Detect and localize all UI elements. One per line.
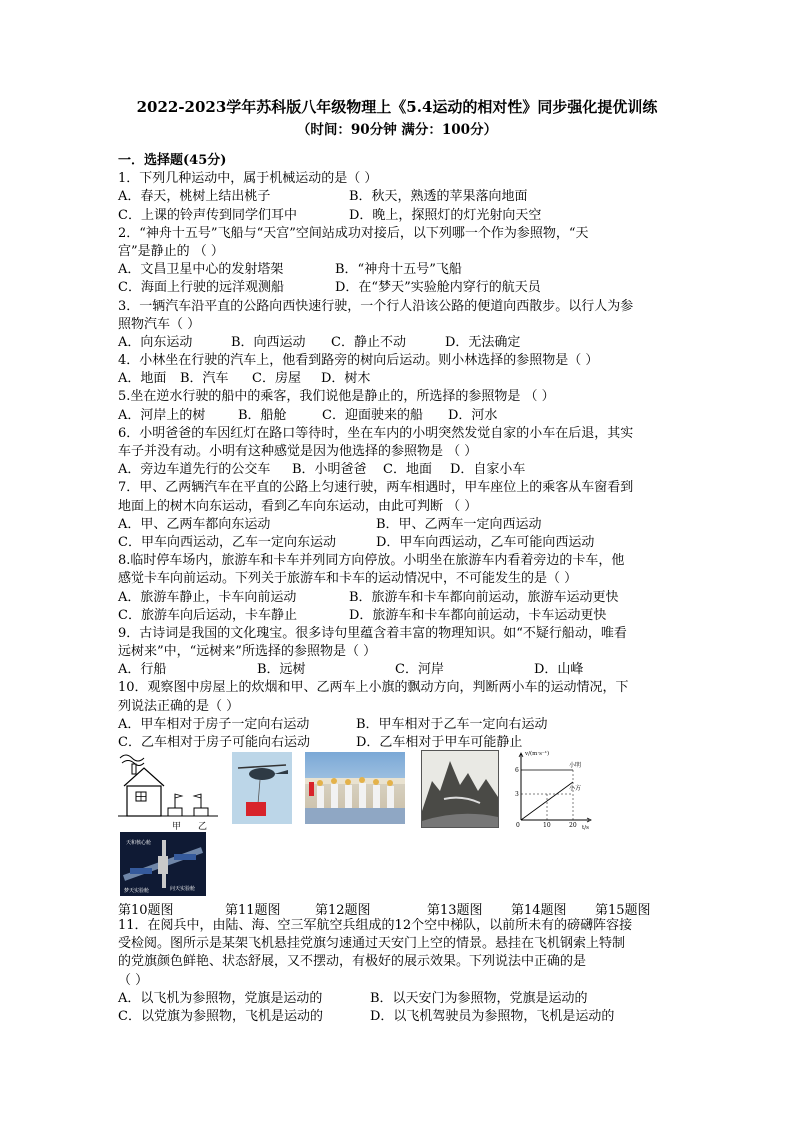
q7-stem-line1: 7．甲、乙两辆汽车在平直的公路上匀速行驶，两车相遇时，甲车座位上的乘客从车窗看到: [118, 480, 634, 496]
q10-option-b: B．甲车相对于乙车一定向右运动: [356, 716, 548, 732]
q5-options: [118, 407, 678, 425]
mountain-icon: [422, 751, 498, 827]
q2-option-a: A．文昌卫星中心的发射塔架: [118, 262, 284, 278]
q6-option-a: A．旁边车道先行的公交车: [118, 462, 271, 478]
caption-fig15: 第15题图: [595, 903, 651, 918]
figure-captions: [118, 899, 678, 917]
q2-options-row1: [118, 261, 678, 279]
space-station-photo: [120, 832, 206, 896]
q11-stem-line2: 受检阅。图所示是某架飞机悬挂党旗匀速通过天安门上空的情景。悬挂在飞机钢索上特制: [118, 936, 626, 952]
q7-options-row1: [118, 516, 678, 534]
q1-option-c: C．上课的铃声传到同学们耳中: [118, 207, 297, 223]
velocity-time-graph: [511, 748, 593, 830]
station-label-wentian: 问天实验舱: [170, 886, 196, 892]
q6-option-c: C．地面: [383, 462, 432, 478]
q8-option-d: D．旅游车和卡车都向前运动，卡车运动更快: [349, 607, 607, 623]
q10-option-a: A．甲车相对于房子一定向右运动: [118, 716, 310, 732]
q2-stem-line2: 宫”是静止的 （ ）: [118, 243, 224, 259]
car-jia-label: 甲: [172, 822, 182, 832]
q2-option-b: B．“神舟十五号”飞船: [335, 262, 462, 278]
graph-xlabel: t/s: [582, 825, 589, 830]
q7-option-b: B．甲、乙两车一定向西运动: [376, 516, 542, 532]
caption-fig13: 第13题图: [427, 903, 483, 918]
station-label-mengtian: 梦天实验舱: [124, 888, 150, 894]
q3-options: [118, 334, 678, 352]
graph-tick-y6: 6: [515, 767, 519, 774]
graph-tick-x0: 0: [516, 822, 520, 829]
q3-option-c: C．静止不动: [331, 334, 406, 350]
questions-part-2: [118, 917, 678, 1026]
q7-stem-line2: 地面上的树木向东运动，看到乙车向东运动，由此可判断 （ ）: [118, 498, 478, 514]
q4-option-a: A．地面: [118, 371, 167, 387]
q9-option-a: A．行船: [118, 662, 167, 678]
q3-option-d: D．无法确定: [445, 334, 521, 350]
q2-stem-line1: 2．“神舟十五号”飞船与“天宫”空间站成功对接后，以下列哪一个作为参照物，“天: [118, 225, 589, 241]
q11-option-d: D．以飞机驾驶员为参照物，飞机是运动的: [370, 1008, 615, 1024]
q5-option-a: A．河岸上的树: [118, 407, 206, 423]
q11-stem-line1: 11．在阅兵中，由陆、海、空三军航空兵组成的12个空中梯队，以前所未有的磅礴阵容接: [118, 918, 633, 933]
house-and-cars-figure: [118, 750, 218, 832]
q7-options-row2: [118, 534, 678, 552]
q9-stem-line1: 9．古诗词是我国的文化瑰宝。很多诗句里蕴含着丰富的物理知识。如“不疑行船动，唯看: [118, 625, 627, 641]
caption-fig12: 第12题图: [315, 903, 371, 918]
q9-stem-line2: 远树来”中，“远树来”所选择的参照物是（ ）: [118, 644, 377, 660]
q6-option-b: B．小明爸爸: [292, 462, 367, 478]
graph-ylabel: v/(m·s⁻¹): [525, 751, 550, 757]
document-subtitle: （时间：90分钟 满分：100分）: [296, 122, 498, 138]
crowd-icon: [305, 752, 405, 824]
q4-option-c: C．房屋: [252, 371, 301, 387]
figures-area: [118, 748, 678, 918]
q1-option-a: A．春天，桃树上结出桃子: [118, 189, 271, 205]
q8-stem-line1: 8.临时停车场内，旅游车和卡车并列同方向停放。小明坐在旅游车内看着旁边的卡车，他: [118, 553, 625, 569]
q8-option-a: A．旅游车静止，卡车向前运动: [118, 589, 297, 605]
q10-option-c: C．乙车相对于房子可能向右运动: [118, 735, 310, 750]
q3-stem-line2: 照物汽车（ ）: [118, 316, 201, 332]
caption-fig11: 第11题图: [225, 903, 281, 918]
graph-tick-y3: 3: [515, 791, 519, 798]
q4-option-d: D．树木: [321, 371, 371, 387]
q7-option-d: D．甲车向西运动，乙车可能向西运动: [376, 534, 595, 550]
parade-crowd-photo: [305, 752, 405, 824]
q11-option-c: C．以党旗为参照物，飞机是运动的: [118, 1008, 323, 1024]
q11-stem-line4: （ ）: [118, 972, 149, 988]
q2-option-d: D．在“梦天”实验舱内穿行的航天员: [335, 280, 541, 296]
q1-options-row2: [118, 207, 678, 225]
q10-stem-line1: 10．观察图中房屋上的炊烟和甲、乙两车上小旗的飘动方向，判断两小车的运动情况，下: [118, 680, 629, 696]
car-yi-label: 乙: [198, 822, 208, 832]
q9-option-c: C．河岸: [395, 662, 444, 678]
q1-option-d: D．晚上，探照灯的灯光射向天空: [349, 207, 542, 223]
q11-stem-line3: 的党旗颜色鲜艳、状态舒展，又不摆动，有极好的展示效果。下列说法中正确的是: [118, 954, 587, 970]
q11-options-row2: [118, 1008, 678, 1026]
q8-stem-line2: 感觉卡车向前运动。下列关于旅游车和卡车的运动情况中，不可能发生的是（ ）: [118, 571, 578, 587]
station-label-tianhe: 天和核心舱: [126, 840, 152, 846]
q3-stem-line1: 3．一辆汽车沿平直的公路向西快速行驶，一个行人沿该公路的便道向西散步。以行人为参: [118, 298, 634, 314]
q6-stem-line1: 6．小明爸爸的车因红灯在路口等待时，坐在车内的小明突然发觉自家的小车在后退，其实: [118, 425, 634, 441]
questions-part-1: [118, 152, 678, 752]
q7-option-c: C．甲车向西运动，乙车一定向东运动: [118, 534, 336, 550]
caption-fig10: 第10题图: [118, 903, 174, 918]
q1-option-b: B．秋天，熟透的苹果落向地面: [349, 189, 528, 205]
q3-option-a: A．向东运动: [118, 334, 193, 350]
document-title: 2022-2023学年苏科版八年级物理上《5.4运动的相对性》同步强化提优训练: [136, 98, 658, 116]
q11-option-a: A．以飞机为参照物，党旗是运动的: [118, 990, 323, 1006]
q7-option-a: A．甲、乙两车都向东运动: [118, 516, 271, 532]
q2-option-c: C．海面上行驶的远洋观测船: [118, 280, 284, 296]
q11-option-b: B．以天安门为参照物，党旗是运动的: [370, 990, 588, 1006]
q2-options-row2: [118, 279, 678, 297]
caption-fig14: 第14题图: [511, 903, 567, 918]
graph-series-xiaofang: 小方: [569, 785, 582, 792]
q11-options-row1: [118, 990, 678, 1008]
q5-stem: 5.坐在逆水行驶的船中的乘客，我们说他是静止的，所选择的参照物是 （ ）: [118, 389, 555, 405]
q6-options: [118, 461, 678, 479]
q8-option-b: B．旅游车和卡车都向前运动，旅游车运动更快: [349, 589, 619, 605]
q5-option-d: D．河水: [448, 407, 498, 423]
graph-tick-x20: 20: [569, 822, 577, 829]
q9-option-d: D．山峰: [534, 662, 584, 678]
landscape-painting: [421, 750, 499, 828]
q5-option-b: B．船舱: [238, 407, 287, 423]
q6-option-d: D．自家小车: [450, 462, 526, 478]
graph-series-xiaoming: 小明: [569, 762, 582, 769]
space-station-icon: [120, 832, 206, 896]
q9-options: [118, 661, 678, 679]
section-heading: 一．选择题(45分): [118, 153, 227, 168]
helicopter-flag-photo: [232, 752, 292, 824]
graph-tick-x10: 10: [543, 822, 551, 829]
q1-stem: 1．下列几种运动中，属于机械运动的是（ ）: [118, 171, 378, 187]
q5-option-c: C．迎面驶来的船: [322, 407, 423, 423]
q6-stem-line2: 车子并没有动。小明有这种感觉是因为他选择的参照物是 （ ）: [118, 444, 478, 459]
helicopter-icon: [232, 752, 292, 824]
q8-options-row1: [118, 589, 678, 607]
q8-option-c: C．旅游车向后运动，卡车静止: [118, 607, 297, 623]
q10-option-d: D．乙车相对于甲车可能静止: [356, 735, 523, 750]
q8-options-row2: [118, 607, 678, 625]
q4-option-b: B．汽车: [180, 371, 229, 387]
q3-option-b: B．向西运动: [231, 334, 306, 350]
q9-option-b: B．远树: [257, 662, 306, 678]
q4-stem: 4．小林坐在行驶的汽车上，他看到路旁的树向后运动。则小林选择的参照物是（ ）: [118, 353, 599, 369]
q1-options-row1: [118, 188, 678, 206]
q10-stem-line2: 列说法正确的是（ ）: [118, 698, 240, 714]
q4-options: [118, 370, 678, 388]
q10-options-row1: [118, 716, 678, 734]
